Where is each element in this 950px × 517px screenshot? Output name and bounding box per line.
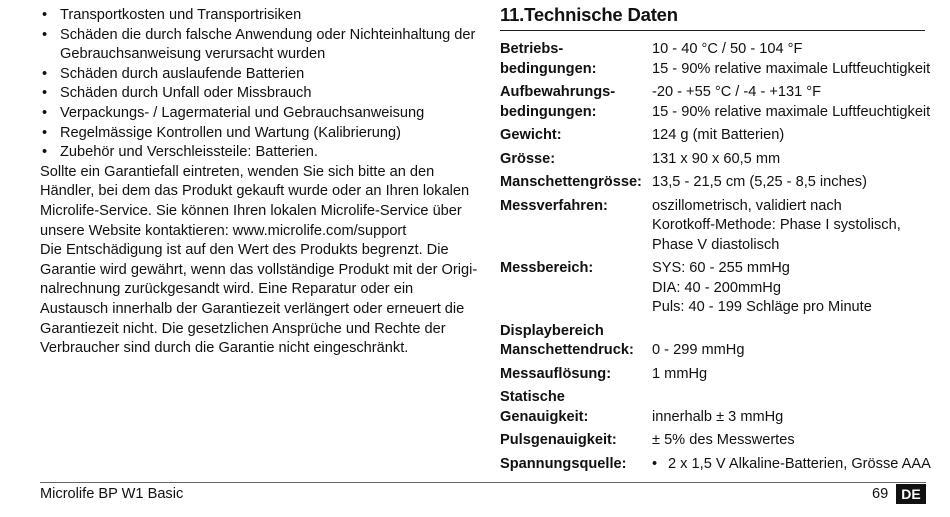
list-item: • Verpackungs- / Lagermaterial und Gebrauchsanweisung — [40, 104, 480, 124]
spec-value-line: innerhalb ± 3 mmHg — [652, 408, 784, 425]
spec-value-line: 15 - 90% relative maximale Luftfeuchtigkeit — [652, 60, 931, 77]
list-item: • Regelmässige Kontrollen und Wartung (Kalibrierung) — [40, 124, 480, 144]
spec-value-line: 10 - 40 °C / 50 - 104 °F — [652, 41, 803, 57]
list-item: • Schäden durch Unfall oder Missbrauch — [40, 84, 480, 104]
footer-product-name: Microlife BP W1 Basic — [40, 486, 184, 502]
spec-row — [500, 173, 930, 193]
spec-row — [500, 259, 930, 318]
spec-value-line: Puls: 40 - 199 Schläge pro Minute — [652, 299, 872, 315]
compensation-paragraph — [40, 241, 480, 359]
text-line: Microlife-Service. Sie können Ihren lokalen Microlife-Service über — [40, 202, 462, 219]
spec-label-line: Manschettengrösse: — [500, 174, 642, 190]
spec-label-line: Statische — [500, 389, 565, 405]
spec-value-line: -20 - +55 °C / -4 - +131 °F — [652, 84, 822, 100]
text-line: nalrechnung zurückgesandt wird. Eine Reparatur oder ein — [40, 281, 414, 298]
spec-label — [500, 173, 652, 193]
spec-row — [500, 388, 930, 427]
spec-value-line: DIA: 40 - 200mmHg — [652, 279, 781, 296]
spec-value-line: • 2 x 1,5 V Alkaline-Batterien, Grösse AAA — [652, 455, 931, 475]
spec-value-line — [652, 322, 930, 342]
spec-value-line: 15 - 90% relative maximale Luftfeuchtigkeit — [652, 103, 931, 120]
spec-value — [652, 322, 930, 361]
spec-label — [500, 431, 652, 451]
spec-value — [652, 126, 930, 146]
spec-row — [500, 83, 930, 122]
spec-label — [500, 150, 652, 170]
spec-label-line: Grösse: — [500, 150, 556, 167]
spec-label-line: Genauigkeit: — [500, 408, 589, 425]
spec-label — [500, 365, 652, 385]
spec-value-line: Phase V diastolisch — [652, 236, 780, 253]
spec-row — [500, 197, 930, 256]
spec-label-line: Aufbewahrungs- — [500, 84, 616, 100]
spec-label-line: Betriebs- — [500, 41, 564, 57]
spec-value — [652, 259, 930, 318]
page-number: 69 — [872, 486, 889, 502]
warranty-exclusions-list — [40, 6, 480, 163]
spec-label — [500, 83, 652, 122]
spec-label-line: Spannungsquelle: — [500, 455, 627, 472]
spec-label — [500, 197, 652, 256]
list-item-line: Gebrauchsanweisung verursacht wurden — [60, 46, 326, 63]
spec-value-line: ± 5% des Messwertes — [652, 432, 795, 448]
spec-row — [500, 365, 930, 385]
technical-data-table — [500, 40, 930, 478]
spec-label — [500, 455, 652, 475]
spec-label — [500, 388, 652, 427]
language-badge: DE — [896, 484, 926, 504]
text-line: unsere Website kontaktieren: www.microlife.com/support — [40, 222, 407, 239]
spec-row — [500, 150, 930, 170]
spec-value-line: 1 mmHg — [652, 365, 708, 382]
spec-value — [652, 197, 930, 256]
spec-row — [500, 40, 930, 79]
text-line: Sollte ein Garantiefall eintreten, wenden Sie sich bitte an den — [40, 163, 435, 180]
section-title: 11.Technische Daten — [500, 4, 925, 31]
spec-label-line: Pulsgenauigkeit: — [500, 432, 617, 448]
spec-row — [500, 455, 930, 475]
spec-label — [500, 322, 652, 361]
text-line: Die Entschädigung ist auf den Wert des Produkts begrenzt. Die — [40, 242, 449, 259]
spec-value — [652, 150, 930, 170]
spec-value-line: 131 x 90 x 60,5 mm — [652, 150, 781, 167]
list-item: • Transportkosten und Transportrisiken — [40, 6, 480, 26]
spec-value-line: 0 - 299 mmHg — [652, 342, 745, 358]
spec-value-line: 13,5 - 21,5 cm (5,25 - 8,5 inches) — [652, 174, 867, 190]
spec-value — [652, 173, 930, 193]
warranty-text-column — [40, 6, 480, 359]
spec-value — [652, 40, 930, 79]
text-line: Garantie wird gewährt, wenn das vollständige Produkt mit der Origi- — [40, 261, 478, 278]
spec-label — [500, 40, 652, 79]
spec-value-line: SYS: 60 - 255 mmHg — [652, 260, 790, 276]
spec-row — [500, 431, 930, 451]
spec-label-line: Messverfahren: — [500, 197, 608, 214]
list-item — [40, 26, 480, 65]
spec-label — [500, 126, 652, 146]
spec-label-line: Gewicht: — [500, 127, 562, 143]
spec-value — [652, 455, 931, 475]
spec-value-line: 124 g (mit Batterien) — [652, 127, 785, 143]
text-line: Garantiezeit nicht. Die gesetzlichen Ansprüche und Rechte der — [40, 320, 446, 337]
spec-value-line: oszillometrisch, validiert nach — [652, 197, 842, 214]
footer-divider — [40, 482, 926, 483]
spec-label-line: Displaybereich — [500, 322, 604, 339]
list-item: • Schäden durch auslaufende Batterien — [40, 65, 480, 85]
spec-value-line — [652, 388, 930, 408]
spec-row — [500, 126, 930, 146]
spec-value — [652, 388, 930, 427]
text-line: Händler, bei dem das Produkt gekauft wurde oder an Ihren lokalen — [40, 183, 470, 200]
spec-label-line: bedingungen: — [500, 103, 597, 120]
spec-label-line: Messauflösung: — [500, 365, 612, 382]
warranty-claim-paragraph — [40, 163, 480, 241]
spec-row — [500, 322, 930, 361]
list-item-line: Schäden die durch falsche Anwendung oder Nichteinhaltung der — [60, 26, 476, 43]
spec-value-line: Korotkoff-Methode: Phase I systolisch, — [652, 217, 901, 233]
spec-label-line: Messbereich: — [500, 260, 594, 276]
spec-label-line: bedingungen: — [500, 60, 597, 77]
spec-value — [652, 365, 930, 385]
text-line: Verbraucher sind durch die Garantie nicht eingeschränkt. — [40, 340, 409, 357]
spec-value — [652, 431, 930, 451]
spec-label — [500, 259, 652, 318]
spec-value — [652, 83, 930, 122]
spec-label-line: Manschettendruck: — [500, 342, 634, 358]
list-item: • Zubehör und Verschleissteile: Batterien. — [40, 143, 480, 163]
text-line: Austausch innerhalb der Garantiezeit verlängert oder erneuert die — [40, 300, 465, 317]
